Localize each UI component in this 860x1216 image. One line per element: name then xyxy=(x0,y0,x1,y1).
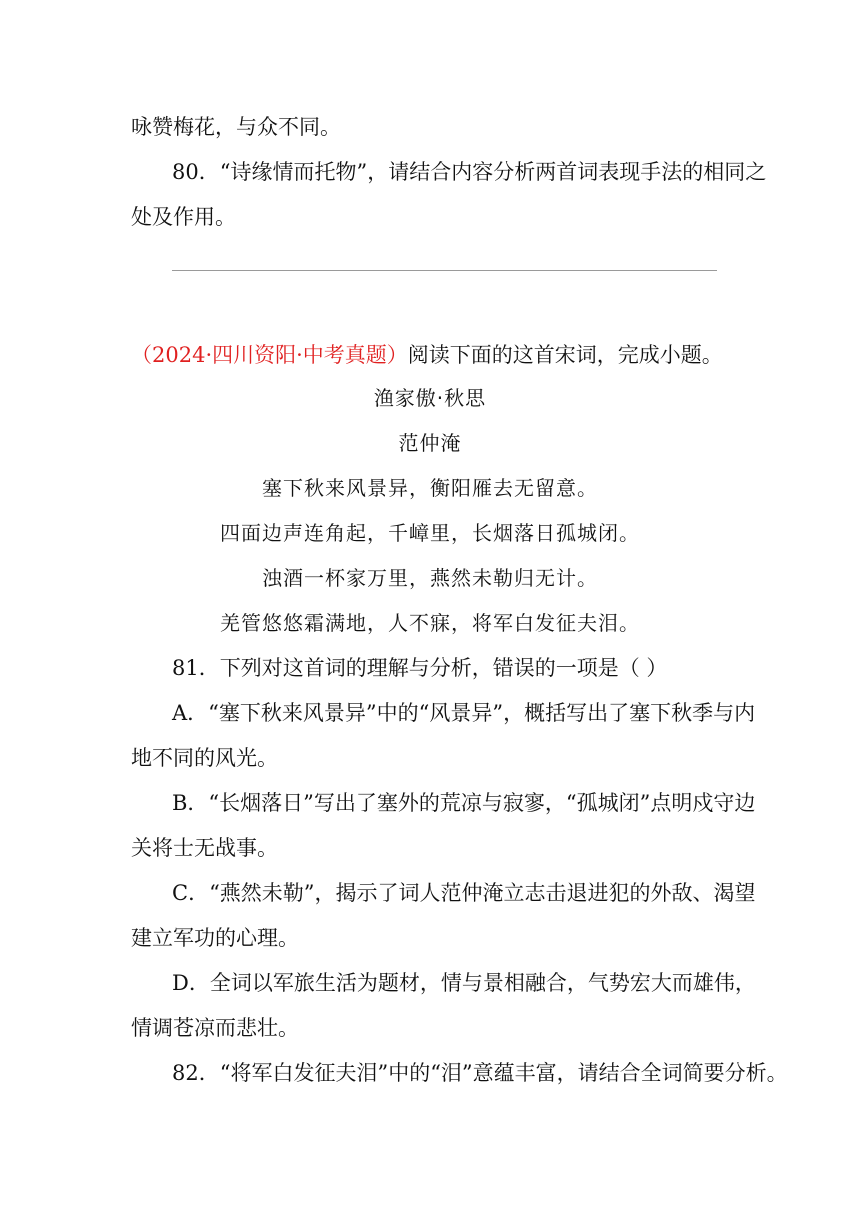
poem-line: 羌管悠悠霜满地，人不寐，将军白发征夫泪。 xyxy=(220,611,640,635)
option-a-line-2: 地不同的风光。 xyxy=(131,746,278,770)
option-d-line-1: D．全词以军旅生活为题材，情与景相融合，气势宏大而雄伟， xyxy=(172,971,756,995)
previous-answer-continuation: 咏赞梅花，与众不同。 xyxy=(131,115,341,139)
poem-line: 四面边声连角起，千嶂里，长烟落日孤城闭。 xyxy=(220,521,640,545)
answer-line xyxy=(172,270,717,271)
option-c-line-2: 建立军功的心理。 xyxy=(131,926,299,950)
section-intro xyxy=(131,340,723,370)
poem-line: 浊酒一杯家万里，燕然未勒归无计。 xyxy=(262,566,598,590)
poem-line: 塞下秋来风景异，衡阳雁去无留意。 xyxy=(262,476,598,500)
question-81-stem: 81．下列对这首词的理解与分析，错误的一项是（ ） xyxy=(172,656,668,680)
section-instruction: 阅读下面的这首宋词，完成小题。 xyxy=(407,343,723,367)
option-c-line-1: C．“燕然未勒”，揭示了词人范仲淹立志击退进犯的外敌、渴望 xyxy=(172,881,756,905)
poem-author: 范仲淹 xyxy=(398,431,462,455)
question-82-stem: 82．“将军白发征夫泪”中的“泪”意蕴丰富，请结合全词简要分析。 xyxy=(172,1061,788,1085)
option-b-line-2: 关将士无战事。 xyxy=(131,836,278,860)
option-b-line-1: B．“长烟落日”写出了塞外的荒凉与寂寥，“孤城闭”点明戍守边 xyxy=(172,791,756,815)
option-d-line-2: 情调苍凉而悲壮。 xyxy=(131,1016,299,1040)
question-80-line-1: 80．“诗缘情而托物”，请结合内容分析两首词表现手法的相同之 xyxy=(172,160,767,184)
source-tag: （2024·四川资阳·中考真题） xyxy=(131,343,408,367)
option-a-line-1: A．“塞下秋来风景异”中的“风景异”，概括写出了塞下秋季与内 xyxy=(172,701,756,725)
poem-title: 渔家傲·秋思 xyxy=(373,386,487,410)
question-80-line-2: 处及作用。 xyxy=(131,205,236,229)
